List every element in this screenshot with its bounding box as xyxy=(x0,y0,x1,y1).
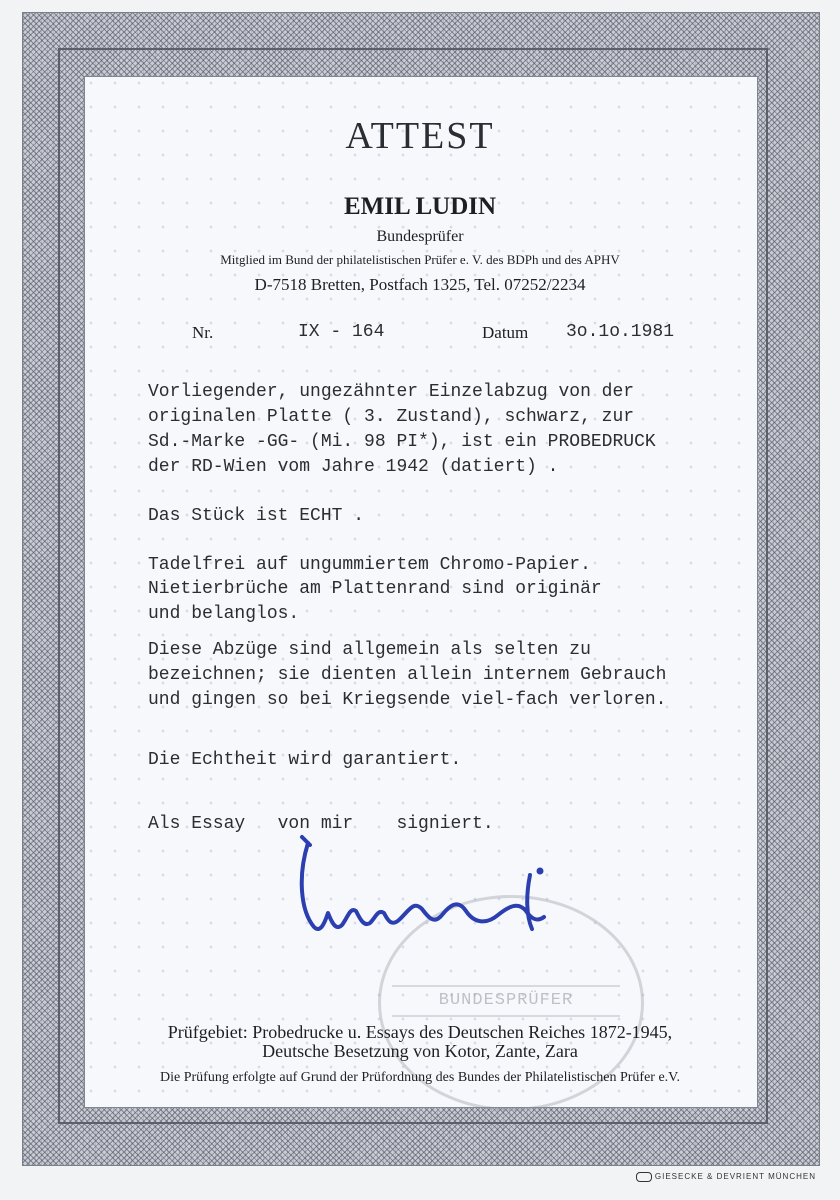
body-line: originalen Platte ( 3. Zustand), schwarz, zur xyxy=(148,407,635,427)
printer-name: GIESECKE & DEVRIENT MÜNCHEN xyxy=(654,1172,816,1182)
signed-line: Als Essay von mir signiert. xyxy=(148,814,494,834)
body-line: Nietierbrüche am Plattenrand sind originär xyxy=(148,579,602,599)
examiner-role: Bundesprüfer xyxy=(376,228,464,245)
stamp-band xyxy=(392,985,620,1017)
body-line: bezeichnen; sie dienten allein internem Gebrauch xyxy=(148,665,667,685)
body-line: Tadelfrei auf ungummiertem Chromo-Papier. xyxy=(148,555,591,575)
membership-line: Mitglied im Bund der philatelistischen Prüfer e. V. des BDPh und des APHV xyxy=(220,252,620,267)
signature xyxy=(290,815,570,945)
examiner-name: EMIL LUDIN xyxy=(343,193,497,220)
body-line: Vorliegender, ungezähnter Einzelabzug von der xyxy=(148,382,635,402)
body-line: und gingen so bei Kriegsende viel-fach verloren. xyxy=(148,690,667,710)
examination-rules: Die Prüfung erfolgte auf Grund der Prüfordnung des Bundes der Philatelistischen Prüfer e.V. xyxy=(160,1070,680,1085)
printer-imprint xyxy=(636,1172,816,1182)
body-line: Sd.-Marke -GG- (Mi. 98 PI*), ist ein PROBEDRUCK xyxy=(148,432,656,452)
body-line: und belanglos. xyxy=(148,604,300,624)
body-line: der RD-Wien vom Jahre 1942 (datiert) . xyxy=(148,457,559,477)
examination-scope: Prüfgebiet: Probedrucke u. Essays des Deutschen Reiches 1872-1945, xyxy=(167,1022,673,1042)
nr-value: IX - 164 xyxy=(298,322,385,342)
printer-logo-icon xyxy=(636,1172,652,1182)
authenticity-line: Das Stück ist ECHT . xyxy=(148,506,365,526)
address-line: D-7518 Bretten, Postfach 1325, Tel. 07252/2234 xyxy=(254,275,586,294)
guarantee-line: Die Echtheit wird garantiert. xyxy=(148,750,462,770)
examination-scope-cont: Deutsche Besetzung von Kotor, Zante, Zara xyxy=(262,1041,578,1061)
date-label: Datum xyxy=(482,323,529,342)
certificate-title: ATTEST xyxy=(345,115,495,157)
date-value: 3o.1o.1981 xyxy=(566,322,675,342)
stamp-text: BUNDESPRÜFER xyxy=(438,991,574,1010)
body-line: Diese Abzüge sind allgemein als selten zu xyxy=(148,640,591,660)
nr-label: Nr. xyxy=(192,323,214,342)
